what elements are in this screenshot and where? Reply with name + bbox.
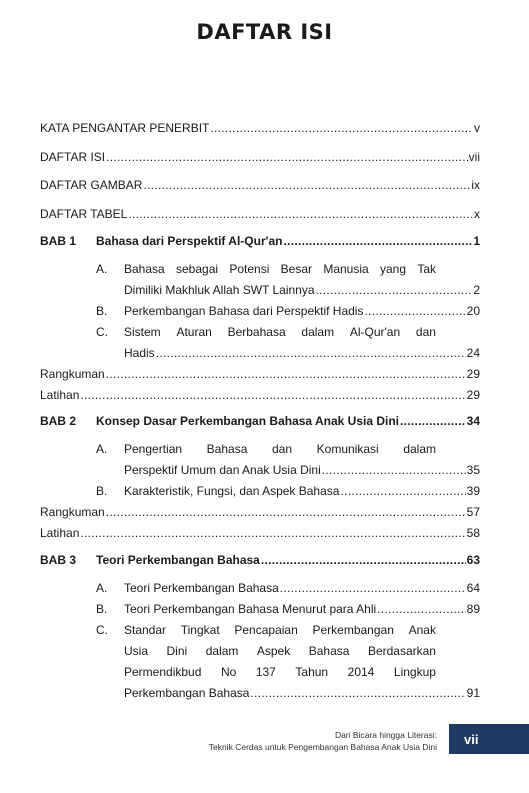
dot-leader <box>128 207 473 222</box>
toc-extra-page: 58 <box>466 526 480 540</box>
item-line <box>124 325 436 340</box>
toc-item <box>124 346 480 361</box>
word: Dini <box>166 644 188 658</box>
item-letter: C. <box>96 623 108 637</box>
chapter-title <box>96 234 480 249</box>
word: dalam <box>205 644 239 658</box>
toc-item-label: Perkembangan Bahasa dari Perspektif Hadis <box>124 304 364 318</box>
item-letter: A. <box>96 581 108 595</box>
toc-extra-page: 29 <box>466 388 480 402</box>
toc-item-page: 2 <box>473 283 480 297</box>
word: Besar <box>280 262 313 276</box>
toc-extra-label: Rangkuman <box>40 505 105 519</box>
item-letter: B. <box>96 602 108 616</box>
item-line <box>124 665 436 680</box>
word: No <box>220 665 237 679</box>
toc-extra-label: Latihan <box>40 388 80 402</box>
footer-line-2: Teknik Cerdas untuk Pengembangan Bahasa Anak Usia Dini <box>208 742 437 752</box>
toc-extra-label: Latihan <box>40 526 80 540</box>
toc-item-label: Perspektif Umum dan Anak Usia Dini <box>124 463 321 477</box>
dot-leader <box>316 283 473 298</box>
dot-leader <box>80 526 465 541</box>
toc-extra <box>40 526 480 541</box>
word: Permendikbud <box>124 665 202 679</box>
toc-front-1-label: DAFTAR ISI <box>40 149 106 164</box>
dot-leader <box>322 463 466 478</box>
toc-extra <box>40 388 480 403</box>
toc-item <box>124 484 480 499</box>
toc-extra <box>40 367 480 382</box>
word: 137 <box>255 665 276 679</box>
footer-book-title <box>209 729 437 753</box>
dot-leader <box>261 553 466 568</box>
page-title: DAFTAR ISI <box>196 20 333 44</box>
toc-item-page: 24 <box>466 346 480 360</box>
chapter-title <box>96 414 480 429</box>
item-line <box>124 262 436 277</box>
toc-item-page: 64 <box>466 581 480 595</box>
toc-item-label: Perkembangan Bahasa <box>124 686 250 700</box>
toc-item-page: 35 <box>466 463 480 477</box>
toc-item <box>124 581 480 596</box>
dot-leader <box>364 304 465 319</box>
word: Tahun <box>295 665 329 679</box>
dot-leader <box>400 414 466 429</box>
chapter-number: BAB 1 <box>40 234 77 248</box>
dot-leader <box>340 484 465 499</box>
dot-leader <box>283 234 472 249</box>
word: Komunikasi <box>316 442 379 456</box>
toc-item-label: Teori Perkembangan Bahasa Menurut para Ahli <box>124 602 377 616</box>
dot-leader <box>106 150 468 165</box>
toc-item <box>124 602 480 617</box>
item-line <box>124 623 436 638</box>
toc-item-page: 89 <box>466 602 480 616</box>
toc-front-0-page: v <box>474 121 480 135</box>
word: Anak <box>408 623 436 637</box>
chapter-number: BAB 3 <box>40 553 77 567</box>
toc-extra <box>40 505 480 520</box>
dot-leader <box>280 581 466 596</box>
toc-item-page: 91 <box>466 686 480 700</box>
toc-front-3-label: DAFTAR TABEL <box>40 206 128 221</box>
word: sebagai <box>176 262 219 276</box>
word: Berdasarkan <box>367 644 436 658</box>
word: Tingkat <box>180 623 220 637</box>
item-letter: B. <box>96 304 108 318</box>
word: dan <box>415 325 436 339</box>
word: Bahasa <box>124 262 165 276</box>
word: Lingkup <box>393 665 436 679</box>
page-number: vii <box>464 731 479 747</box>
word: yang <box>379 262 407 276</box>
toc-item-label: Karakteristik, Fungsi, dan Aspek Bahasa <box>124 484 340 498</box>
toc-item-page: 20 <box>466 304 480 318</box>
word: Sistem <box>124 325 161 339</box>
dot-leader <box>156 346 466 361</box>
toc-front-0 <box>40 121 480 136</box>
word: Berbahasa <box>227 325 286 339</box>
dot-leader <box>377 602 465 617</box>
toc-item-page: 39 <box>466 484 480 498</box>
toc-front-1 <box>40 150 480 165</box>
toc-front-1-page: vii <box>468 149 480 164</box>
toc-front-2 <box>40 178 480 193</box>
word: Standar <box>124 623 167 637</box>
dot-leader <box>210 121 473 136</box>
item-letter: A. <box>96 262 108 276</box>
page-number-tab <box>449 724 529 754</box>
chapter-title-label: Konsep Dasar Perkembangan Bahasa Anak Usia Dini <box>96 414 399 428</box>
word: Aspek <box>256 644 291 658</box>
item-line <box>124 644 436 659</box>
word: Potensi <box>229 262 270 276</box>
dot-leader <box>143 178 470 193</box>
item-letter: A. <box>96 442 108 456</box>
dot-leader <box>80 388 465 403</box>
word: Al-Qur'an <box>349 325 401 339</box>
word: Perkembangan <box>312 623 394 637</box>
word: dalam <box>301 325 335 339</box>
chapter-title-page: 1 <box>473 234 480 248</box>
item-letter: B. <box>96 484 108 498</box>
word: 2014 <box>347 665 375 679</box>
toc-front-3 <box>40 207 480 222</box>
item-letter: C. <box>96 325 108 339</box>
word: Pencapaian <box>234 623 298 637</box>
dot-leader <box>106 367 466 382</box>
toc-item-label: Hadis <box>124 346 155 360</box>
chapter-title-label: Teori Perkembangan Bahasa <box>96 553 260 567</box>
chapter-title-page: 63 <box>466 553 480 567</box>
word: Tak <box>417 262 436 276</box>
toc-item <box>124 304 480 319</box>
toc-extra-label: Rangkuman <box>40 367 105 381</box>
toc-item <box>124 463 480 478</box>
chapter-number: BAB 2 <box>40 414 77 428</box>
toc-item <box>124 686 480 701</box>
toc-front-2-page: ix <box>471 178 480 192</box>
footer-line-1: Dari Bicara hingga Literasi: <box>334 730 437 740</box>
chapter-title-page: 34 <box>466 414 480 428</box>
toc-item <box>124 283 480 298</box>
chapter-title <box>96 553 480 568</box>
toc-item-label: Teori Perkembangan Bahasa <box>124 581 279 595</box>
toc-front-0-label: KATA PENGANTAR PENERBIT <box>40 121 210 135</box>
toc-front-2-label: DAFTAR GAMBAR <box>40 178 143 192</box>
word: Bahasa <box>308 644 350 658</box>
toc-front-3-page: x <box>474 206 480 221</box>
word: Bahasa <box>206 442 248 456</box>
item-line <box>124 442 436 457</box>
toc-item-label: Dimiliki Makhluk Allah SWT Lainnya <box>124 283 315 297</box>
dot-leader <box>250 686 465 701</box>
word: Pengertian <box>124 442 183 456</box>
word: Usia <box>124 644 149 658</box>
toc-extra-page: 57 <box>466 505 480 519</box>
toc-extra-page: 29 <box>466 367 480 381</box>
word: Manusia <box>323 262 369 276</box>
word: Aturan <box>176 325 212 339</box>
word: dan <box>272 442 293 456</box>
dot-leader <box>106 505 466 520</box>
chapter-title-label: Bahasa dari Perspektif Al-Qur'an <box>96 234 283 248</box>
word: dalam <box>403 442 436 456</box>
